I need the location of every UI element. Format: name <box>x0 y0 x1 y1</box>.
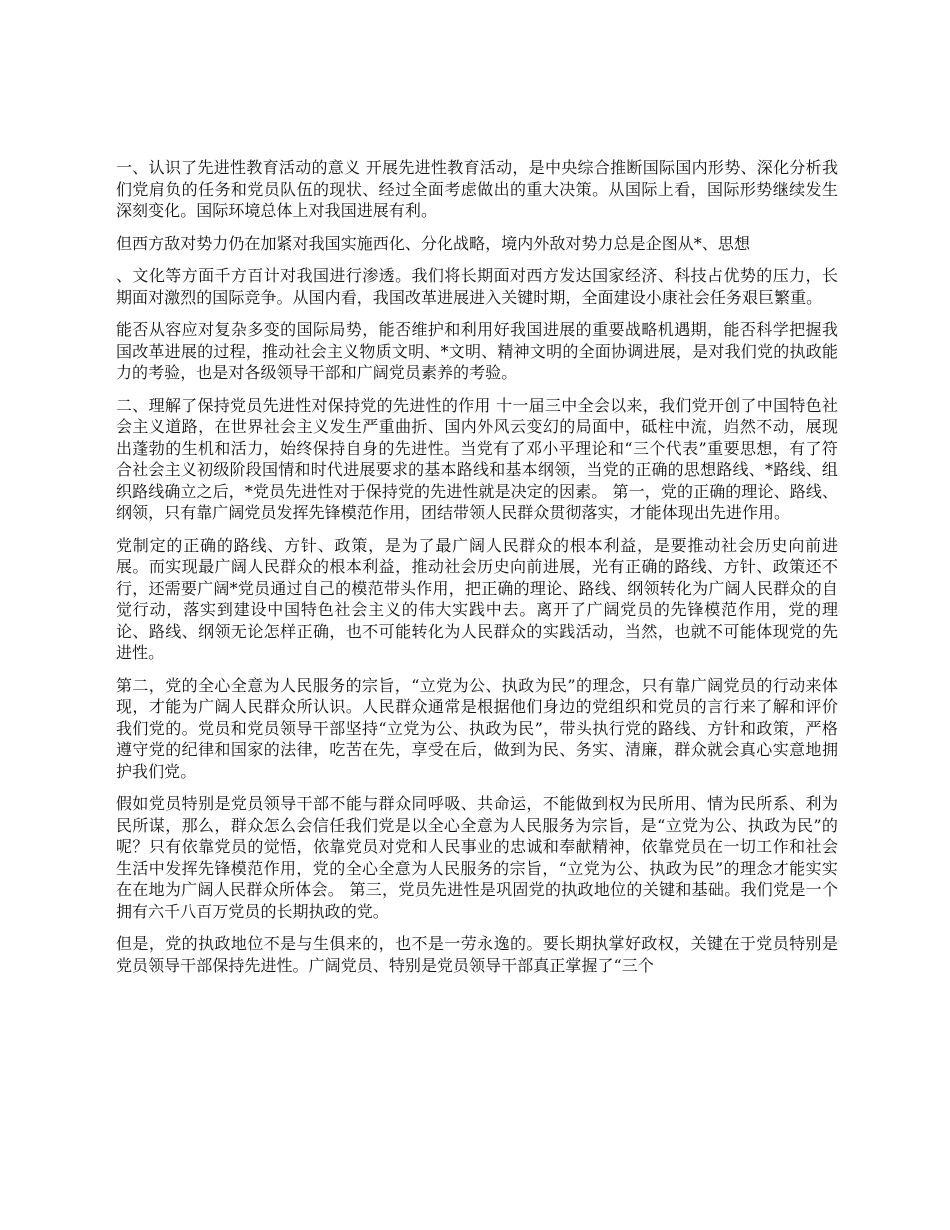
paragraph-5: 二、理解了保持党员先进性对保持党的先进性的作用 十一届三中全会以来，我们党开创了中国特色社会主义道路，在世界社会主义发生严重曲折、国内外风云变幻的局面中，砥柱中流，岿然不动，展现出蓬勃的生机和活力，始终保持自身的先进性。当党有了邓小平理论和“三个代表”重要思想，有了符合社会主义初级阶段国情和时代进展要求的基本路线和基本纲领，当党的正确的思想路线、*路线、组织路线确立之后，*党员先进性对于保持党的先进性就是决定的因素。 第一，党的正确的理论、路线、纲领，只有靠广阔党员发挥先锋模范作用，团结带领人民群众贯彻落实，才能体现出先进作用。 <box>116 395 838 522</box>
paragraph-8: 假如党员特别是党员领导干部不能与群众同呼吸、共命运，不能做到权为民所用、情为民所系、利为民所谋，那么，群众怎么会信任我们党是以全心全意为人民服务为宗旨，是“立党为公、执政为民”的呢？只有依靠党员的觉悟，依靠党员对党和人民事业的忠诚和奉献精神，依靠党员在一切工作和社会生活中发挥先锋模范作用，党的全心全意为人民服务的宗旨，“立党为公、执政为民”的理念才能实实在在地为广阔人民群众所体会。 第三，党员先进性是巩固党的执政地位的关键和基础。我们党是一个拥有六千八百万党员的长期执政的党。 <box>116 794 838 921</box>
document-body <box>116 157 838 987</box>
paragraph-9: 但是，党的执政地位不是与生俱来的，也不是一劳永逸的。要长期执掌好政权，关键在于党员特别是党员领导干部保持先进性。广阔党员、特别是党员领导干部真正掌握了“三个 <box>116 934 838 975</box>
paragraph-2: 但西方敌对势力仍在加紧对我国实施西化、分化战略，境内外敌对势力总是企图从*、思想 <box>116 233 751 253</box>
paragraph-6: 党制定的正确的路线、方针、政策，是为了最广阔人民群众的根本利益，是要推动社会历史向前进展。而实现最广阔人民群众的根本利益，推动社会历史向前进展，光有正确的路线、方针、政策还不行，还需要广阔*党员通过自己的模范带头作用，把正确的理论、路线、纲领转化为广阔人民群众的自觉行动，落实到建设中国特色社会主义的伟大实践中去。离开了广阔党员的先锋模范作用，党的理论、路线、纲领无论怎样正确，也不可能转化为人民群众的实践活动，当然，也就不可能体现党的先进性。 <box>116 535 838 662</box>
paragraph-7: 第二，党的全心全意为人民服务的宗旨，“立党为公、执政为民”的理念，只有靠广阔党员的行动来体现，才能为广阔人民群众所认识。人民群众通常是根据他们身边的党组织和党员的言行来了解和评价我们党的。党员和党员领导干部坚持“立党为公、执政为民”，带头执行党的路线、方针和政策，严格遵守党的纪律和国家的法律，吃苦在先，享受在后，做到为民、务实、清廉，群众就会真心实意地拥护我们党。 <box>116 675 838 781</box>
paragraph-1: 一、认识了先进性教育活动的意义 开展先进性教育活动，是中央综合推断国际国内形势、深化分析我们党肩负的任务和党员队伍的现状、经过全面考虑做出的重大决策。从国际上看，国际形势继续发生深刻变化。国际环境总体上对我国进展有利。 <box>116 158 838 220</box>
paragraph-3: 、文化等方面千方百计对我国进行渗透。我们将长期面对西方发达国家经济、科技占优势的压力，长期面对激烈的国际竞争。从国内看，我国改革进展进入关键时期，全面建设小康社会任务艰巨繁重。 <box>116 266 838 307</box>
paragraph-4: 能否从容应对复杂多变的国际局势，能否维护和利用好我国进展的重要战略机遇期，能否科学把握我国改革进展的过程，推动社会主义物质文明、*文明、精神文明的全面协调进展，是对我们党的执政能力的考验，也是对各级领导干部和广阔党员素养的考验。 <box>116 320 838 382</box>
